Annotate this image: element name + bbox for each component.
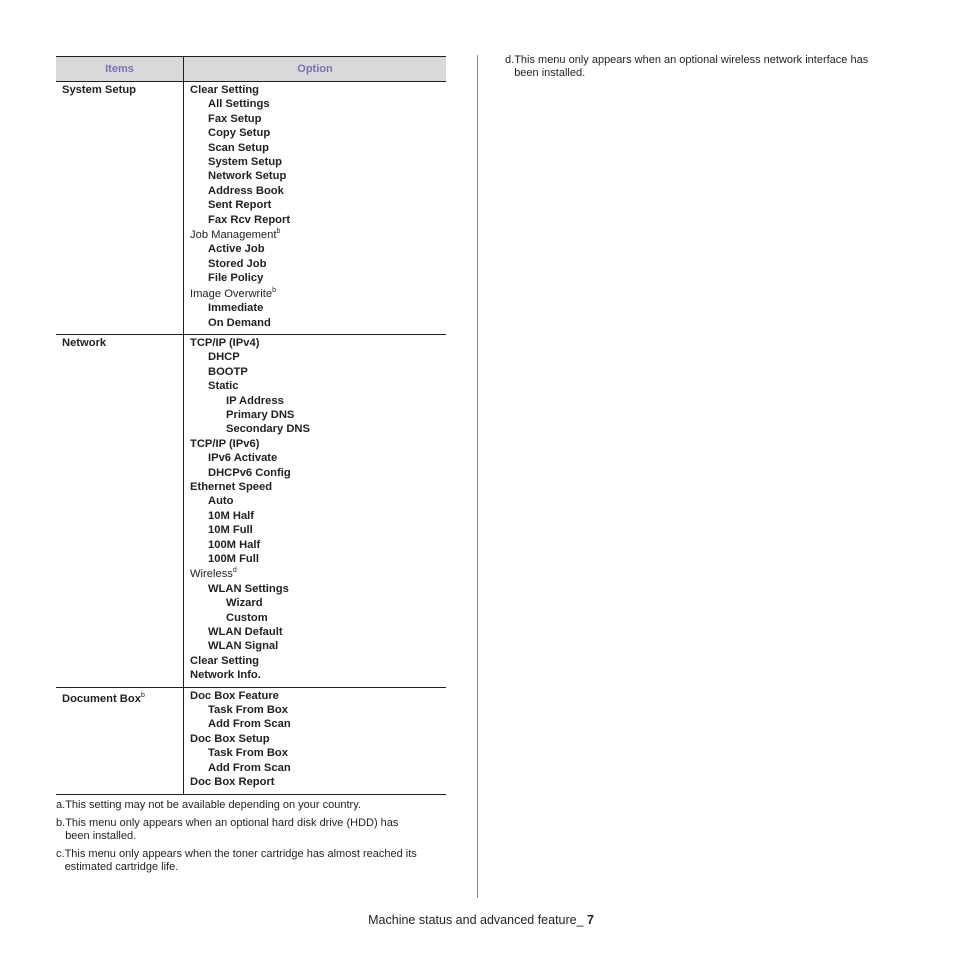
option-item — [190, 552, 446, 566]
option-item — [190, 169, 446, 183]
footnote-mark: a. — [56, 798, 66, 811]
option-label: WLAN Signal — [208, 640, 279, 653]
option-label: 100M Half — [208, 538, 261, 551]
option-label: WLAN Default — [208, 626, 283, 639]
option-item — [190, 394, 446, 408]
footnote-text: This menu only appears when the toner cartridge has almost reached its estimated cartridge life. — [64, 847, 417, 873]
option-label: Stored Job — [208, 257, 267, 270]
option-item — [190, 422, 446, 436]
page-footer — [368, 913, 594, 927]
option-item — [190, 689, 446, 703]
footnote-c — [56, 848, 446, 874]
option-label: TCP/IP (IPv6) — [190, 437, 260, 450]
option-label: Doc Box Setup — [190, 732, 270, 745]
option-label: Wireless — [190, 568, 233, 581]
option-item — [190, 141, 446, 155]
item-line — [62, 83, 183, 97]
option-label: WLAN Settings — [208, 582, 289, 595]
option-label: Primary DNS — [226, 408, 295, 421]
option-item — [190, 228, 446, 242]
option-item — [190, 97, 446, 111]
option-label: Doc Box Report — [190, 776, 275, 789]
option-item — [190, 654, 446, 668]
footnote-text: This setting may not be available depending on your country. — [65, 798, 361, 811]
option-label: Address Book — [208, 184, 284, 197]
option-item — [190, 112, 446, 126]
item-cell — [56, 687, 184, 794]
option-item — [190, 408, 446, 422]
option-label: Immediate — [208, 302, 264, 315]
item-label: System Setup — [62, 84, 136, 96]
left-column — [56, 56, 446, 874]
option-label: System Setup — [208, 156, 282, 169]
option-item — [190, 611, 446, 625]
item-cell — [56, 334, 184, 687]
option-label: 100M Full — [208, 553, 259, 565]
option-item — [190, 257, 446, 271]
footnote-ref: d — [232, 567, 237, 575]
option-item — [190, 198, 446, 212]
column-divider — [477, 55, 478, 898]
option-label: Clear Setting — [190, 84, 260, 96]
option-item — [190, 703, 446, 717]
option-item — [190, 437, 446, 451]
option-label: Image Overwrite — [190, 287, 273, 300]
item-line — [62, 692, 183, 706]
option-cell — [184, 334, 447, 687]
option-label: Add From Scan — [208, 718, 291, 731]
option-label: Active Job — [208, 243, 265, 256]
option-label: Fax Rcv Report — [208, 213, 291, 226]
option-item — [190, 480, 446, 494]
option-label: BOOTP — [208, 365, 248, 378]
option-item — [190, 761, 446, 775]
item-line — [62, 336, 183, 350]
option-cell — [184, 82, 447, 335]
option-label: Secondary DNS — [226, 423, 310, 436]
option-item — [190, 155, 446, 169]
option-label: All Settings — [208, 98, 270, 111]
option-item — [190, 379, 446, 393]
option-item — [190, 126, 446, 140]
footnote-ref: b — [140, 691, 145, 699]
option-label: Task From Box — [208, 704, 288, 717]
option-label: Doc Box Feature — [190, 689, 279, 702]
option-item — [190, 509, 446, 523]
option-item — [190, 466, 446, 480]
option-item — [190, 451, 446, 465]
option-label: Scan Setup — [208, 141, 269, 154]
option-label: DHCP — [208, 351, 240, 364]
footnote-mark: b. — [56, 816, 66, 829]
footnote-text: This menu only appears when an optional hard disk drive (HDD) has been installed. — [65, 816, 399, 842]
footnote-ref: b — [272, 286, 276, 294]
footnote-mark: c. — [56, 847, 65, 860]
option-item — [190, 350, 446, 364]
option-item — [190, 596, 446, 610]
option-label: Network Setup — [208, 170, 287, 183]
option-label: Clear Setting — [190, 654, 260, 667]
option-label: Auto — [208, 495, 234, 508]
option-label: File Policy — [208, 272, 264, 285]
option-label: Custom — [226, 611, 268, 624]
option-item — [190, 242, 446, 256]
item-cell — [56, 82, 184, 335]
option-item — [190, 494, 446, 508]
option-item — [190, 336, 446, 350]
option-label: Network Info. — [190, 669, 261, 682]
option-label: 10M Full — [208, 524, 253, 537]
item-label: Document Box — [62, 692, 141, 705]
option-cell — [184, 687, 447, 794]
option-item — [190, 287, 446, 301]
option-item — [190, 639, 446, 653]
option-label: On Demand — [208, 316, 271, 329]
item-label: Network — [62, 336, 107, 349]
footnote-mark: d. — [505, 54, 515, 66]
option-label: Sent Report — [208, 199, 272, 212]
option-item — [190, 567, 446, 581]
table-row — [56, 334, 446, 687]
menu-table — [56, 56, 446, 795]
option-label: Copy Setup — [208, 127, 271, 140]
option-item — [190, 746, 446, 760]
option-item — [190, 668, 446, 682]
option-label: Task From Box — [208, 747, 288, 760]
option-label: Static — [208, 380, 239, 393]
footnote-text: This menu only appears when an optional wireless network interface has been installed. — [514, 54, 869, 79]
footnote-d — [505, 54, 885, 80]
option-label: IP Address — [226, 394, 284, 407]
option-label: Add From Scan — [208, 761, 291, 774]
footer-title: Machine status and advanced feature_ — [368, 913, 588, 927]
option-item — [190, 301, 446, 315]
option-label: DHCPv6 Config — [208, 466, 291, 479]
page-number: 7 — [587, 913, 594, 927]
footnote-a — [56, 799, 446, 812]
option-label: Fax Setup — [208, 112, 262, 125]
option-label: 10M Half — [208, 509, 255, 522]
option-item — [190, 538, 446, 552]
option-item — [190, 523, 446, 537]
option-label: Wizard — [226, 597, 263, 610]
footnote-b — [56, 817, 446, 843]
option-item — [190, 83, 446, 97]
header-option: Option — [184, 57, 447, 82]
option-item — [190, 271, 446, 285]
option-label: IPv6 Activate — [208, 452, 278, 465]
option-item — [190, 582, 446, 596]
table-row — [56, 82, 446, 335]
option-item — [190, 775, 446, 789]
option-item — [190, 213, 446, 227]
table-row — [56, 687, 446, 794]
option-item — [190, 316, 446, 330]
option-item — [190, 732, 446, 746]
header-items: Items — [56, 57, 184, 82]
option-item — [190, 717, 446, 731]
option-item — [190, 184, 446, 198]
option-label: Job Management — [190, 229, 277, 242]
option-item — [190, 625, 446, 639]
footnote-ref: b — [276, 228, 281, 236]
option-label: Ethernet Speed — [190, 480, 273, 493]
option-label: TCP/IP (IPv4) — [190, 336, 260, 349]
option-item — [190, 365, 446, 379]
